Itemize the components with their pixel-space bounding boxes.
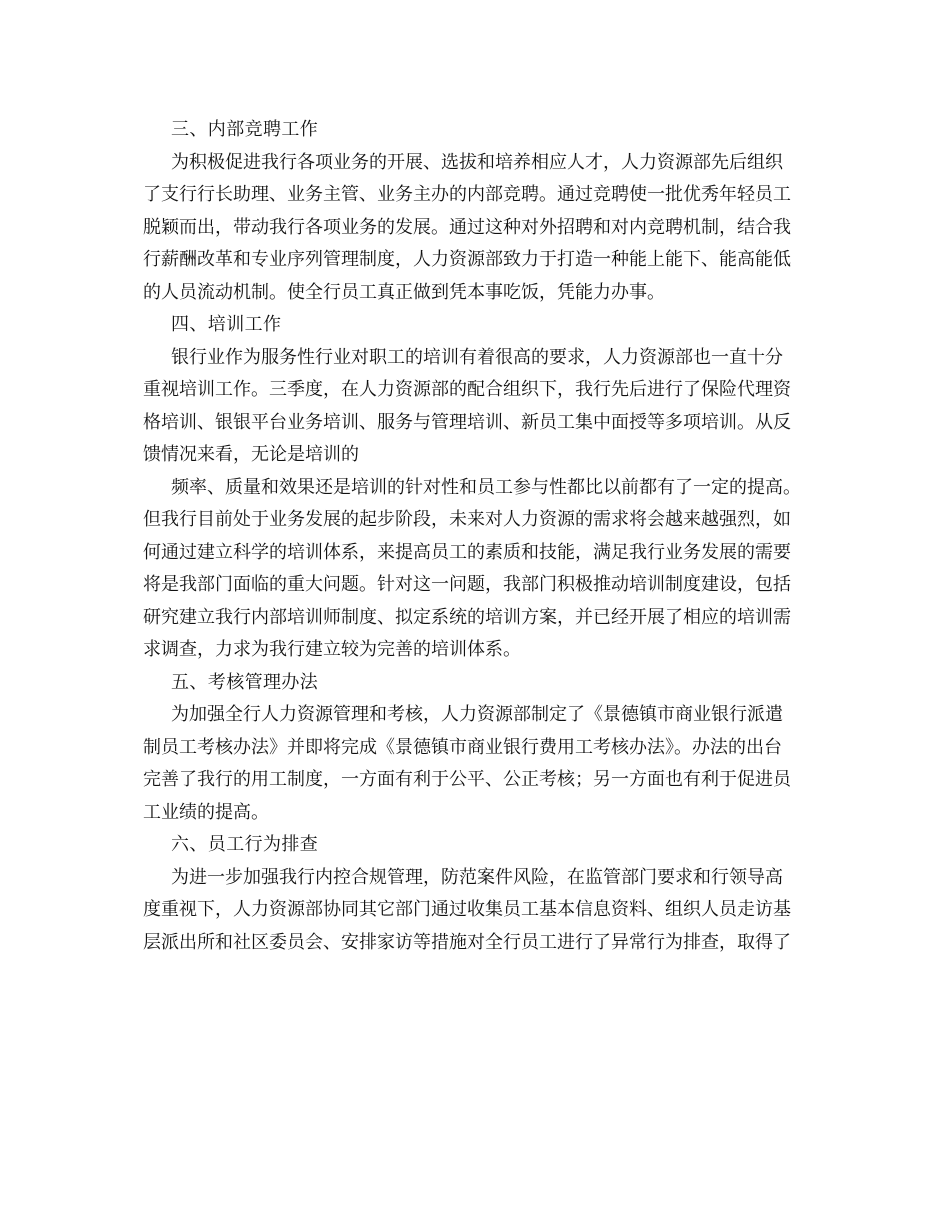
section-heading-employee-screening: 六、员工行为排查: [171, 834, 319, 855]
section-heading-training: 四、培训工作: [171, 314, 282, 335]
paragraph-line: 格培训、银银平台业务培训、服务与管理培训、新员工集中面授等多项培训。从反: [143, 411, 791, 433]
paragraph-line: 行薪酬改革和专业序列管理制度，人力资源部致力于打造一种能上能下、能高能低: [143, 249, 791, 270]
paragraph-line: 重视培训工作。三季度，在人力资源部的配合组织下，我行先后进行了保险代理资: [143, 379, 791, 400]
paragraph-line: 为加强全行人力资源管理和考核，人力资源部制定了《景德镇市商业银行派遣: [171, 704, 783, 725]
section-heading-internal-competition: 三、内部竞聘工作: [171, 119, 319, 140]
paragraph-line: 何通过建立科学的培训体系，来提高员工的素质和技能，满足我行业务发展的需要: [143, 541, 791, 563]
paragraph-line: 频率、质量和效果还是培训的针对性和员工参与性都比以前都有了一定的提高。: [171, 476, 801, 498]
paragraph-line: 度重视下，人力资源部协同其它部门通过收集员工基本信息资料、组织人员走访基: [143, 899, 791, 920]
paragraph-line: 制员工考核办法》并即将完成《景德镇市商业银行费用工考核办法》。办法的出台: [143, 736, 782, 758]
paragraph-line: 但我行目前处于业务发展的起步阶段，未来对人力资源的需求将会越来越强烈，如: [143, 509, 791, 530]
paragraph-line: 完善了我行的用工制度，一方面有利于公平、公正考核；另一方面也有利于促进员: [143, 769, 791, 790]
paragraph-line: 为进一步加强我行内控合规管理，防范案件风险，在监管部门要求和行领导高: [171, 866, 783, 888]
section-heading-assessment: 五、考核管理办法: [171, 671, 319, 693]
paragraph-line: 将是我部门面临的重大问题。针对这一问题，我部门积极推动培训制度建设，包括: [143, 574, 791, 595]
document-body: [143, 114, 811, 959]
paragraph-line: 层派出所和社区委员会、安排家访等措施对全行员工进行了异常行为排查，取得了: [143, 931, 791, 953]
paragraph-line: 为积极促进我行各项业务的开展、选拔和培养相应人才，人力资源部先后组织: [171, 151, 783, 173]
paragraph-line: 研究建立我行内部培训师制度、拟定系统的培训方案，并已经开展了相应的培训需: [143, 606, 791, 628]
paragraph-line: 银行业作为服务性行业对职工的培训有着很高的要求，人力资源部也一直十分: [171, 346, 783, 368]
paragraph-line: 了支行行长助理、业务主管、业务主办的内部竞聘。通过竞聘使一批优秀年轻员工: [143, 184, 791, 205]
paragraph-line: 工业绩的提高。: [143, 801, 269, 823]
paragraph-line: 脱颖而出，带动我行各项业务的发展。通过这种对外招聘和对内竞聘机制，结合我: [143, 216, 791, 238]
paragraph-line: 的人员流动机制。使全行员工真正做到凭本事吃饭，凭能力办事。: [143, 281, 665, 303]
paragraph-line: 馈情况来看，无论是培训的: [143, 444, 359, 465]
paragraph-line: 求调查，力求为我行建立较为完善的培训体系。: [143, 639, 521, 660]
